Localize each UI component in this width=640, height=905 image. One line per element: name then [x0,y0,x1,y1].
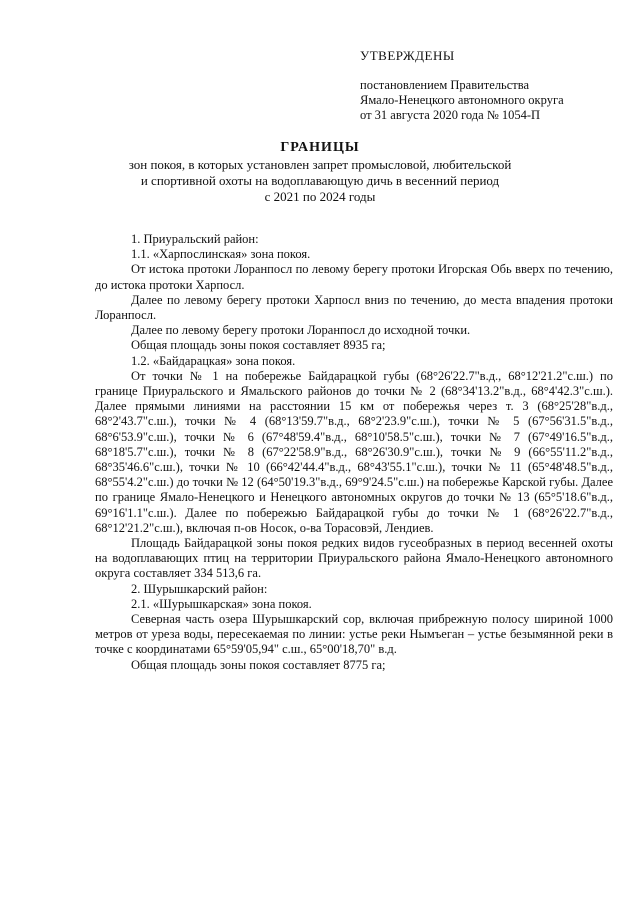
subtitle-line: и спортивной охоты на водоплавающую дичь в весенний период [140,173,500,188]
paragraph: Далее по левому берегу протоки Харпосл вниз по течению, до места впадения протоки Лоранпосл. [95,292,613,323]
approval-stamp [360,48,620,123]
paragraph: Северная часть озера Шурышкарский сор, включая прибрежную полосу шириной 1000 метров от уреза воды, пересекаемая по линии: устье реки Нымъеган – устье безымянной реки в точке с координатами 65°59'05,94" с.ш., 65°00'18,70" в.д. [95,612,613,657]
paragraph: От истока протоки Лоранпосл по левому берегу протоки Игорская Обь вверх по течению, до истока протоки Харпосл. [95,262,613,292]
approval-line: от 31 августа 2020 года № 1054-П [360,108,541,122]
subsection-heading: 2.1. «Шурышкарская» зона покоя. [131,596,312,611]
document-title-block [90,140,550,205]
approval-line: постановлением Правительства [360,78,530,92]
paragraph: От точки № 1 на побережье Байдарацкой губы (68°26'22.7"в.д., 68°12'21.2"с.ш.) по границе Приуральского и Ямальского районов до точки № 2 (68°34'13.2"в.д., 68°4'42.3"с.ш.). Далее прямыми линиями на расстоянии 15 км от побережья через т. 3 (68°25'28"в.д., 68°2'43.7"с.ш.), точки № 4 (68°13'59.7"в.д., 68°2'23.9"с.ш.), точки № 5 (67°56'31.5"в.д., 68°6'53.9"с.ш.), точки № 6 (67°48'59.4"в.д., 68°10'58.5"с.ш.), точки № 7 (67°49'16.5"в.д., 68°18'5.7"с.ш.), точки № 8 (67°22'58.9"в.д., 68°26'30.9"с.ш.), точки № 9 (66°55'11.2"в.д., 68°35'46.6"с.ш.), точки № 10 (66°42'44.4"в.д., 68°43'55.1"с.ш.), точки № 11 (65°48'48.5"в.д., 68°55'4.2"с.ш.) до точки № 12 (64°50'19.3"в.д., 69°9'24.5"с.ш.) на побережье Карской губы. Далее по границе Ямало-Ненецкого и Ненецкого автономных округов до точки № 13 (65°5'18.6"в.д., 69°16'1.1"с.ш.). Далее по побережью Байдарацкой губы до точки № 1 (68°26'22.7"в.д., 68°12'21.2"с.ш.), включая п-ов Носок, о-ва Торасовэй, Лендиев. [95,368,613,535]
paragraph: Далее по левому берегу протоки Лоранпосл до исходной точки. [131,323,471,338]
approval-line: Ямало-Ненецкого автономного округа [360,93,564,107]
paragraph: Площадь Байдарацкой зоны покоя редких видов гусеобразных в период весенней охоты на водоплавающих птиц на территории Приуральского района Ямало-Ненецкого автономного округа составляет 334 513,6 га. [95,536,613,581]
subtitle-line: с 2021 по 2024 годы [264,189,376,204]
subtitle-line: зон покоя, в которых установлен запрет промысловой, любительской [128,157,512,172]
subsection-heading: 1.2. «Байдарацкая» зона покоя. [131,353,296,368]
section-heading: 2. Шурышкарский район: [131,581,268,596]
document-body [95,232,613,673]
section-heading: 1. Приуральский район: [131,232,259,246]
approval-heading: УТВЕРЖДЕНЫ [360,48,455,63]
document-title: ГРАНИЦЫ [280,140,360,155]
paragraph: Общая площадь зоны покоя составляет 8775 га; [131,657,386,672]
paragraph: Общая площадь зоны покоя составляет 8935 га; [131,338,386,353]
subsection-heading: 1.1. «Харпослинская» зона покоя. [131,247,311,262]
